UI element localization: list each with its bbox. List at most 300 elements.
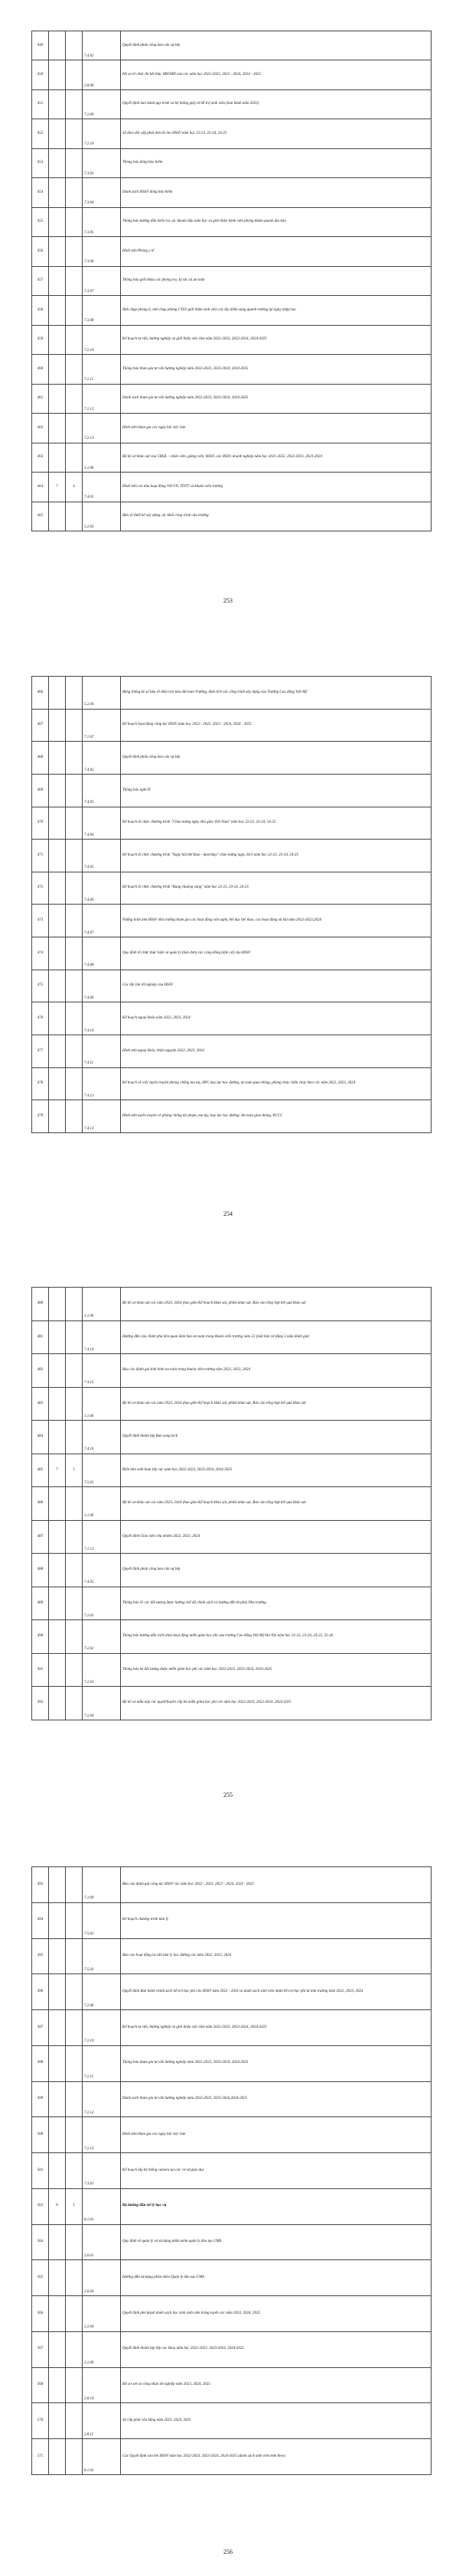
criterion-number: 7 xyxy=(49,473,66,502)
standard-number xyxy=(66,1354,83,1388)
row-number: 456 xyxy=(32,237,49,266)
evidence-name: Kế hoạch hoạt động công tác HSSV năm học 2022 - 2023, 2023 - 2024, 2024 - 2025 xyxy=(121,709,432,742)
table-row xyxy=(32,2010,432,2046)
standard-number xyxy=(66,2081,83,2117)
criterion-number xyxy=(49,2153,66,2189)
standard-number xyxy=(66,2260,83,2296)
evidence-name: Bộ hồ sơ khảo sát của CBQL – nhân viên, giảng viên, HSSV, các HSSV, doanh nghiệp năm học 2021-2022, 2022-2023, 2023-2024 xyxy=(121,443,432,472)
standard-number xyxy=(66,1387,83,1421)
criterion-number xyxy=(49,1100,66,1133)
standard-number xyxy=(66,1035,83,1068)
evidence-name: Quyết định thành lập lớp các khóa năm học 2022-2023, 2023-2024, 2024-2025 xyxy=(121,2331,432,2367)
standard-number xyxy=(66,1974,83,2010)
standard-number xyxy=(66,443,83,472)
evidence-name: Sổ cấp phát văn bằng năm 2023, 2024, 2025 xyxy=(121,2403,432,2439)
criterion-number xyxy=(49,178,66,207)
evidence-code: 7.4.07 xyxy=(83,905,121,937)
table-row xyxy=(32,2153,432,2189)
evidence-name: Quyết định Ban hành chính sách hỗ trợ học phí cho HSSV năm 2022 - 2024 và danh sách sinh viên nhận hỗ trợ học phí từ nhà trường năm 2022, 2023, 2024 xyxy=(121,1974,432,2010)
evidence-code: 7.4.12 xyxy=(83,1067,121,1100)
criterion-number xyxy=(49,2439,66,2475)
table-row xyxy=(32,677,432,710)
standard-number xyxy=(66,325,83,354)
evidence-code: 7.2.12 xyxy=(83,2081,121,2117)
evidence-code: 7.4.01 xyxy=(83,473,121,502)
table-row xyxy=(32,709,432,742)
evidence-code: 7.5.03 xyxy=(83,1938,121,1974)
table-row xyxy=(32,937,432,970)
criterion-number xyxy=(49,2081,66,2117)
standard-number xyxy=(66,1067,83,1100)
row-number: 476 xyxy=(32,1002,49,1035)
standard-number xyxy=(66,1421,83,1454)
evidence-code: 7.4.09 xyxy=(83,970,121,1002)
evidence-name: Danh sách tham gia tư vấn hướng nghiệp năm 2022-2023, 2023-2024, 2024-2025 xyxy=(121,384,432,413)
criterion-number xyxy=(49,2403,66,2439)
row-number: 492 xyxy=(32,1687,49,1720)
evidence-code: 5.2.04 xyxy=(83,677,121,710)
evidence-code: 1.1.06 xyxy=(83,1387,121,1421)
table-row xyxy=(32,443,432,472)
row-number: 469 xyxy=(32,774,49,807)
criterion-number xyxy=(49,414,66,443)
table-row xyxy=(32,119,432,148)
evidence-code: 2.2.06 xyxy=(83,2331,121,2367)
evidence-name: Ảnh chụp phòng ở, ảnh chụp phòng CTSV giới thiệu sinh viên các địa điểm sang quanh trường tại ngày nhập học xyxy=(121,296,432,325)
row-number: 478 xyxy=(32,1067,49,1100)
row-number: 468 xyxy=(32,742,49,775)
table-row xyxy=(32,970,432,1002)
criterion-number xyxy=(49,1288,66,1321)
evidence-name: Báo cáo hoạt động tư vấn tâm lý học đường các năm 2022, 2023, 2024 xyxy=(121,1938,432,1974)
criterion-number xyxy=(49,1653,66,1687)
evidence-code: 7.4.14 xyxy=(83,1320,121,1354)
evidence-code: 7.4.13 xyxy=(83,1100,121,1133)
evidence-code: 7.5.01 xyxy=(83,1454,121,1487)
row-number: 449 xyxy=(32,31,49,60)
row-number: 460 xyxy=(32,355,49,384)
table-row xyxy=(32,905,432,937)
evidence-code: 2.8.11 xyxy=(83,2403,121,2439)
criterion-number xyxy=(49,237,66,266)
row-number: 452 xyxy=(32,119,49,148)
criterion-number xyxy=(49,296,66,325)
evidence-name: Thông báo tham gia tư vấn hướng nghiệp năm 2022-2023, 2023-2024, 2024-2025 xyxy=(121,355,432,384)
table-row xyxy=(32,414,432,443)
evidence-name: Biên bản sinh hoạt lớp các năm học 2022-2023, 2023-2024, 2024-2025 xyxy=(121,1454,432,1487)
standard-number xyxy=(66,2117,83,2153)
evidence-code: 7.2.10 xyxy=(83,119,121,148)
evidence-name: Quyết định phân công ban cán sự lớp xyxy=(121,1554,432,1587)
table-row xyxy=(32,1354,432,1388)
evidence-name: Kế hoạch về việc tuyên truyền phòng chống ma túy, HIV, bạo lực học đường, an toàn giao thông, phòng cháy chữa cháy theo các năm 2022, 2023, 2024 xyxy=(121,1067,432,1100)
criterion-number xyxy=(49,1554,66,1587)
table-row xyxy=(32,237,432,266)
standard-number xyxy=(66,148,83,177)
evidence-code: 8.1.02 xyxy=(83,2439,121,2475)
table-row xyxy=(32,1554,432,1587)
evidence-code: 2.6.04 xyxy=(83,2260,121,2296)
table-row xyxy=(32,2331,432,2367)
standard-number xyxy=(66,1687,83,1720)
page-number: 255 xyxy=(223,1792,233,1798)
standard-number xyxy=(66,872,83,905)
table-row xyxy=(32,1288,432,1321)
table-row xyxy=(32,178,432,207)
standard-number: 1 xyxy=(66,2188,83,2224)
row-number: 498 xyxy=(32,2045,49,2081)
evidence-name: Thông báo hướng dẫn kiểm tra các khoản đầu năm học và giới thiệu bệnh viện phòng khám quanh địa bàn xyxy=(121,207,432,236)
row-number: 487 xyxy=(32,1520,49,1554)
criterion-number xyxy=(49,1354,66,1388)
criterion-number xyxy=(49,266,66,295)
evidence-code: 7.3.06 xyxy=(83,237,121,266)
evidence-code: 1.1.06 xyxy=(83,443,121,472)
table-row xyxy=(32,384,432,413)
evidence-name: Hình ảnh tham gia các ngày hội việc làm xyxy=(121,2117,432,2153)
row-number: 453 xyxy=(32,148,49,177)
evidence-code: 7.4.02 xyxy=(83,742,121,775)
evidence-code: 7.3.03 xyxy=(83,148,121,177)
evidence-code: 7.1.09 xyxy=(83,1867,121,1903)
evidence-code: 7.2.04 xyxy=(83,1687,121,1720)
criterion-number xyxy=(49,60,66,89)
table-row xyxy=(32,2045,432,2081)
table-row xyxy=(32,355,432,384)
standard-number xyxy=(66,2010,83,2046)
standard-number xyxy=(66,502,83,531)
evidence-name: Thông báo kê đối tượng được miễn giảm học phí các năm học 2022-2023, 2023-2024, 2024-2025 xyxy=(121,1653,432,1687)
standard-number xyxy=(66,266,83,295)
table-row xyxy=(32,1100,432,1133)
standard-number xyxy=(66,1653,83,1687)
evidence-code: 7.2.11 xyxy=(83,2045,121,2081)
row-number: 499 xyxy=(32,2081,49,2117)
table-row xyxy=(32,2439,432,2475)
row-number: 461 xyxy=(32,384,49,413)
standard-number xyxy=(66,709,83,742)
criterion-number xyxy=(49,774,66,807)
evidence-name: Quyết định phê duyệt danh sách học sinh sinh viên trúng tuyển các năm 2023, 2024, 2025 xyxy=(121,2296,432,2332)
standard-number xyxy=(66,89,83,119)
row-number: 465 xyxy=(32,502,49,531)
criterion-number xyxy=(49,31,66,60)
table-row xyxy=(32,2403,432,2439)
evidence-code: 7.2.12 xyxy=(83,384,121,413)
standard-number xyxy=(66,2296,83,2332)
row-number: 563 xyxy=(32,2188,49,2224)
standard-number xyxy=(66,2403,83,2439)
row-number: 486 xyxy=(32,1487,49,1521)
row-number: 496 xyxy=(32,1974,49,2010)
table-row xyxy=(32,266,432,295)
evidence-name: Hình ảnh tham gia các ngày hội việc làm xyxy=(121,414,432,443)
evidence-code: 7.1.13 xyxy=(83,1520,121,1554)
criterion-number xyxy=(49,742,66,775)
row-number: 497 xyxy=(32,2010,49,2046)
row-number: 471 xyxy=(32,840,49,872)
table-row xyxy=(32,148,432,177)
evidence-name: Bộ hồ sơ mẫu nộp các quyết/huyền cấp bù miễn giảm học phí các năm học 2022-2023, 2023-2024, 2024-2025 xyxy=(121,1687,432,1720)
criterion-number xyxy=(49,89,66,119)
criterion-number xyxy=(49,384,66,413)
criterion-number xyxy=(49,970,66,1002)
criterion-number xyxy=(49,1067,66,1100)
table-row xyxy=(32,1620,432,1654)
row-number: 455 xyxy=(32,207,49,236)
evidence-code: 2.8.10 xyxy=(83,2367,121,2403)
table-row xyxy=(32,31,432,60)
standard-number xyxy=(66,1288,83,1321)
evidence-code: 7.2.10 xyxy=(83,325,121,354)
table-row xyxy=(32,742,432,775)
row-number: 473 xyxy=(32,905,49,937)
table-row xyxy=(32,1520,432,1554)
standard-number xyxy=(66,60,83,89)
standard-number xyxy=(66,1002,83,1035)
table-row xyxy=(32,502,432,531)
standard-number xyxy=(66,742,83,775)
standard-number xyxy=(66,1487,83,1521)
catalog-table xyxy=(31,1866,432,2475)
criterion-number xyxy=(49,2010,66,2046)
table-row xyxy=(32,2081,432,2117)
evidence-name: Hình ảnh ngoại khóa, thiện nguyện 2022, 2023, 2024 xyxy=(121,1035,432,1068)
criterion-number xyxy=(49,2045,66,2081)
row-number: 454 xyxy=(32,178,49,207)
evidence-name: Hồ sơ tổ chức thi kết thúc MH/MĐ của các năm học 2022-2023, 2023 - 2024, 2024 - 2025 xyxy=(121,60,432,89)
criterion-number xyxy=(49,905,66,937)
standard-number: 4 xyxy=(66,473,83,502)
criterion-number xyxy=(49,1320,66,1354)
evidence-name: Các đội tìm tốt nghiệp của HSSV xyxy=(121,970,432,1002)
row-number: 464 xyxy=(32,473,49,502)
criterion-number xyxy=(49,1002,66,1035)
evidence-code: 7.2.06 xyxy=(83,1974,121,2010)
criterion-number xyxy=(49,872,66,905)
criterion-number xyxy=(49,1974,66,2010)
table-row xyxy=(32,1938,432,1974)
table-row xyxy=(32,1387,432,1421)
table-row xyxy=(32,2117,432,2153)
evidence-code: 7.3.08 xyxy=(83,296,121,325)
page-number: 254 xyxy=(223,1210,233,1217)
table-row xyxy=(32,807,432,840)
evidence-name: Sổ theo dõi cấp phát đơn từ cho HSSV năm học 22-23, 23-24, 24-25 xyxy=(121,119,432,148)
criterion-number xyxy=(49,502,66,531)
evidence-name: Kế hoạch tổ chức chương trình "Chào mừng ngày nhà giáo Việt Nam" năm học 22-23, 23-24, 24-25 xyxy=(121,807,432,840)
evidence-code: 7.4.03 xyxy=(83,774,121,807)
row-number: 564 xyxy=(32,2224,49,2260)
evidence-name: Kế hoạch tư vấn, hướng nghiệp và giới thiệu việc làm năm 2022-2023, 2023-2024, 2024-2025 xyxy=(121,2010,432,2046)
standard-number xyxy=(66,2331,83,2367)
row-number: 467 xyxy=(32,709,49,742)
criterion-number xyxy=(49,443,66,472)
evidence-name: Quy định về quản lý và sử dụng phần mềm quản lý đào tạo UMS xyxy=(121,2224,432,2260)
standard-number xyxy=(66,2224,83,2260)
row-number: 479 xyxy=(32,1100,49,1133)
evidence-code: 7.5.02 xyxy=(83,1902,121,1938)
criterion-number: 7 xyxy=(49,1454,66,1487)
evidence-name: Hồ sơ xét và công nhận tốt nghiệp năm 2023, 2024, 2025 xyxy=(121,2367,432,2403)
evidence-code: 7.4.05 xyxy=(83,840,121,872)
standard-number xyxy=(66,937,83,970)
standard-number xyxy=(66,1587,83,1620)
row-number: 565 xyxy=(32,2260,49,2296)
evidence-name: Quyết định phân công ban cán sự lớp xyxy=(121,31,432,60)
criterion-number xyxy=(49,1587,66,1620)
evidence-code: 7.4.02 xyxy=(83,1554,121,1587)
criterion-number xyxy=(49,840,66,872)
table-row xyxy=(32,872,432,905)
row-number: 495 xyxy=(32,1938,49,1974)
criterion-number xyxy=(49,355,66,384)
standard-number xyxy=(66,384,83,413)
standard-number xyxy=(66,414,83,443)
evidence-name: Kế hoạch ngoại khóa năm 2022, 2023, 2024 xyxy=(121,1002,432,1035)
evidence-code: 7.2.10 xyxy=(83,2010,121,2046)
criterion-number xyxy=(49,937,66,970)
standard-number xyxy=(66,2045,83,2081)
criterion-number xyxy=(49,2260,66,2296)
standard-number xyxy=(66,1938,83,1974)
row-number: 570 xyxy=(32,2403,49,2439)
row-number: 566 xyxy=(32,2296,49,2332)
criterion-number xyxy=(49,207,66,236)
row-number: 470 xyxy=(32,807,49,840)
criterion-number xyxy=(49,148,66,177)
row-number: 462 xyxy=(32,414,49,443)
evidence-code: 1.1.06 xyxy=(83,1288,121,1321)
evidence-name: Quyết định phân công ban cán sự lớp xyxy=(121,742,432,775)
criterion-number xyxy=(49,709,66,742)
criterion-number xyxy=(49,1520,66,1554)
standard-number xyxy=(66,355,83,384)
row-number: 483 xyxy=(32,1387,49,1421)
criterion-number xyxy=(49,1902,66,1938)
standard-number xyxy=(66,119,83,148)
standard-number xyxy=(66,774,83,807)
table-row xyxy=(32,1067,432,1100)
row-number: 493 xyxy=(32,1867,49,1903)
evidence-code: 7.2.13 xyxy=(83,2117,121,2153)
row-number: 488 xyxy=(32,1554,49,1587)
evidence-name: Thông báo tham gia tư vấn hướng nghiệp năm 2022-2023, 2023-2024, 2024-2025 xyxy=(121,2045,432,2081)
page-number: 256 xyxy=(223,2548,233,2555)
criterion-number xyxy=(49,2367,66,2403)
evidence-name: Quy định tổ chức thực hiện và quản lý (bản đơn) các cộng đồng (dân cư) của HSSV xyxy=(121,937,432,970)
evidence-name: Hướng dẫn sử dụng phần mềm Quản lý đào tạo UMS xyxy=(121,2260,432,2296)
row-number: 501 xyxy=(32,2153,49,2189)
row-number: 450 xyxy=(32,60,49,89)
row-number: 480 xyxy=(32,1288,49,1321)
page-number: 253 xyxy=(223,597,233,604)
catalog-table xyxy=(31,1287,432,1720)
standard-number xyxy=(66,2367,83,2403)
evidence-name: Danh sách tham gia tư vấn hướng nghiệp năm 2022-2023, 2023-2024,2024-2025 xyxy=(121,2081,432,2117)
row-number: 567 xyxy=(32,2331,49,2367)
evidence-name: Bộ hồ sơ khảo sát các năm 2023, 2024 (bao gồm Kế hoạch khảo sát, phiếu khảo sát, Báo cáo tổng hợp kết quả khảo sát xyxy=(121,1487,432,1521)
row-number: 451 xyxy=(32,89,49,119)
evidence-code: 7.4.16 xyxy=(83,1421,121,1454)
evidence-name: Quyết định Giáo viên chủ nhiệm 2022, 2023, 2024 xyxy=(121,1520,432,1554)
evidence-name: Bộ hồ sơ khảo sát các năm 2023, 2024 (bao gồm Kế hoạch khảo sát, phiếu khảo sát, Báo cáo tổng hợp kết quả khảo sát xyxy=(121,1288,432,1321)
evidence-name: Danh sách HSSV đóng bảo hiểm xyxy=(121,178,432,207)
criterion-number xyxy=(49,2331,66,2367)
standard-number xyxy=(66,807,83,840)
row-number: 474 xyxy=(32,937,49,970)
evidence-name: Bản vẽ thiết kế xây dựng các khối công trình của trường xyxy=(121,502,432,531)
evidence-code: 7.1.07 xyxy=(83,709,121,742)
criterion-number xyxy=(49,1035,66,1068)
standard-number xyxy=(66,2153,83,2189)
evidence-code: 7.3.07 xyxy=(83,266,121,295)
evidence-name: Quyết định thành lập Ban xung kích xyxy=(121,1421,432,1454)
evidence-name: Thông báo về các đối tượng được hưởng chế độ chính sách và hướng dẫn từ phía Nhà trường xyxy=(121,1587,432,1620)
row-number: 491 xyxy=(32,1653,49,1687)
table-row xyxy=(32,207,432,236)
table-row xyxy=(32,1687,432,1720)
evidence-name: Báo cáo đánh giá tình hình an toàn trong khuôn viên trường năm 2022, 2023, 2024 xyxy=(121,1354,432,1388)
standard-number xyxy=(66,207,83,236)
evidence-name: Hình ảnh các khu hoạt động VH-VN, TDTT và khuôn viên trường xyxy=(121,473,432,502)
standard-number xyxy=(66,1867,83,1903)
standard-number xyxy=(66,178,83,207)
table-row xyxy=(32,2296,432,2332)
table-row xyxy=(32,1974,432,2010)
evidence-name: Bộ hướng dẫn xử lý học vụ xyxy=(121,2188,432,2224)
row-number: 463 xyxy=(32,443,49,472)
table-row xyxy=(32,1421,432,1454)
standard-number xyxy=(66,1620,83,1654)
evidence-code: 2.6.01 xyxy=(83,2224,121,2260)
table-row xyxy=(32,1320,432,1354)
row-number: 457 xyxy=(32,266,49,295)
row-number: 482 xyxy=(32,1354,49,1388)
table-row xyxy=(32,89,432,119)
evidence-code: 7.2.11 xyxy=(83,355,121,384)
criterion-number xyxy=(49,1421,66,1454)
standard-number xyxy=(66,677,83,710)
row-number: 475 xyxy=(32,970,49,1002)
evidence-name: Các Quyết định xóa tên HSSV năm học 2022-2023, 2023-2024, 2024-2025 (danh sách sinh viên kèm theo) xyxy=(121,2439,432,2475)
table-row xyxy=(32,1587,432,1620)
evidence-name: Thông báo giới thiệu các phòng trọ, ký túc xá an toàn xyxy=(121,266,432,295)
evidence-code: 7.4.10 xyxy=(83,1002,121,1035)
row-number: 490 xyxy=(32,1620,49,1654)
evidence-code: 1.1.06 xyxy=(83,1487,121,1521)
evidence-code: 7.2.01 xyxy=(83,1587,121,1620)
criterion-number xyxy=(49,2117,66,2153)
standard-number xyxy=(66,2439,83,2475)
evidence-name: Kế hoạch tổ chức chương trình "Rung chuông vàng" năm học 22-23, 23-24, 24-25 xyxy=(121,872,432,905)
row-number: 489 xyxy=(32,1587,49,1620)
table-row xyxy=(32,2260,432,2296)
standard-number xyxy=(66,1520,83,1554)
evidence-name: Kế hoạch tổ chức chương trình "Ngày hội thể thao - Sportday" chào mừng ngày 26/3 năm học 22-23, 23-24, 24-25 xyxy=(121,840,432,872)
evidence-name: Quyết định ban hành quy trình và hệ thống giấy tờ hỗ trợ sinh viên (ban hành năm 2022) xyxy=(121,89,432,119)
evidence-name: Hình ảnh Phòng y tế xyxy=(121,237,432,266)
evidence-code: 7.2.02 xyxy=(83,1620,121,1654)
row-number: 500 xyxy=(32,2117,49,2153)
row-number: 481 xyxy=(32,1320,49,1354)
evidence-name: Bảng thống kê số liệu về diện tích khu đất toàn Trường, diện tích các công trình xây dựng của Trường Cao đẳng Việt Mỹ xyxy=(121,677,432,710)
criterion-number xyxy=(49,1620,66,1654)
table-row xyxy=(32,774,432,807)
table-row xyxy=(32,1867,432,1903)
standard-number xyxy=(66,296,83,325)
standard-number xyxy=(66,237,83,266)
